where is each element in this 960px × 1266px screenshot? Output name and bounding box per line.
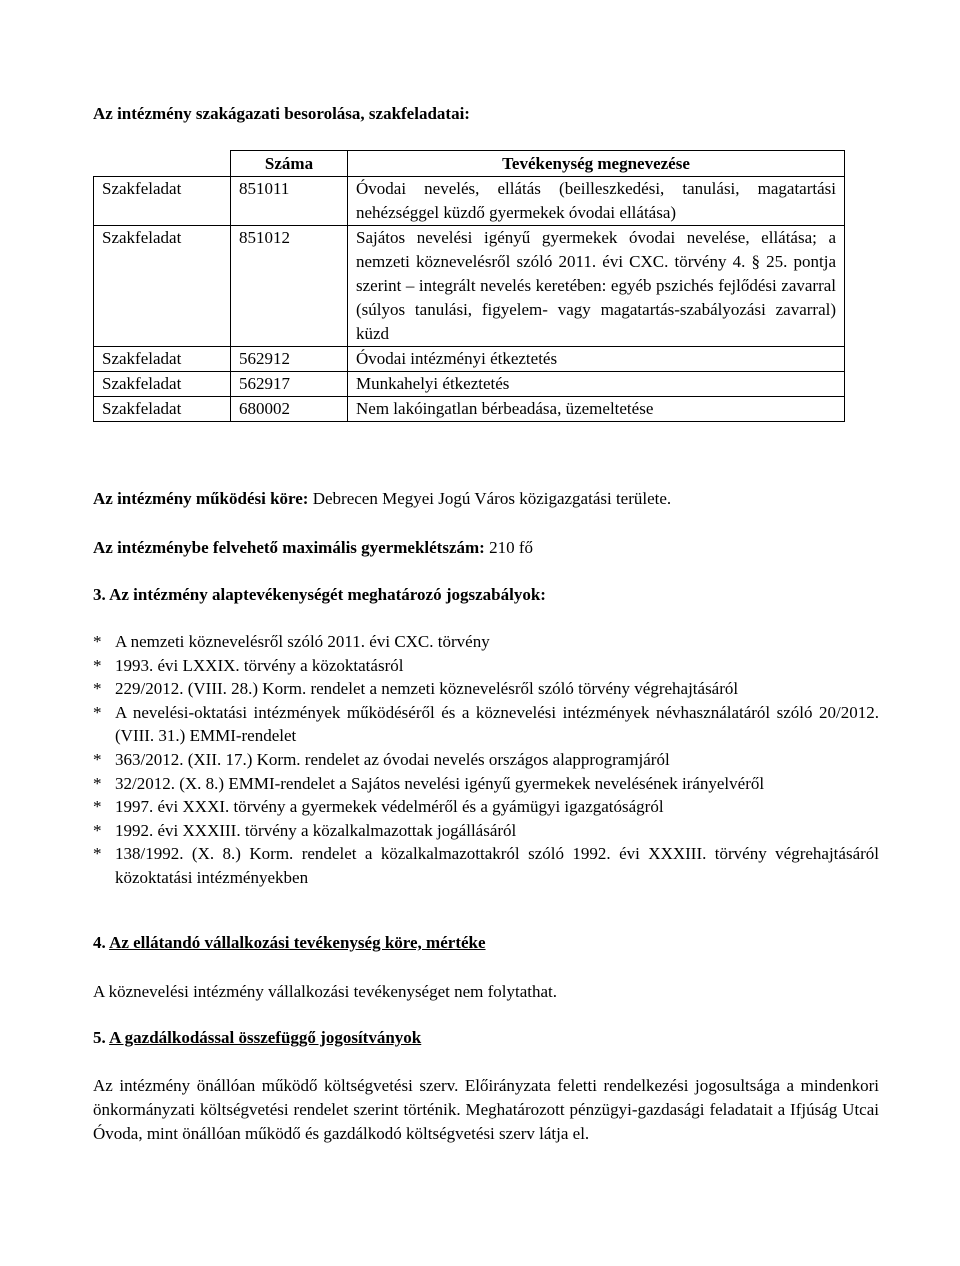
section4-text: A köznevelési intézmény vállalkozási tevékenységet nem folytathat. <box>93 982 558 1001</box>
row-code: 680002 <box>231 397 348 422</box>
list-item: * A nevelési-oktatási intézmények működéséről és a köznevelési intézmények névhasználatáról szóló 20/2012. (VIII. 31.) EMMI-rendelet <box>93 702 879 746</box>
row-code: 851012 <box>231 226 348 347</box>
section4-title: Az ellátandó vállalkozási tevékenység köre, mértéke <box>109 933 486 952</box>
list-item: * 1992. évi XXXIII. törvény a közalkalmazottak jogállásáról <box>93 820 517 840</box>
row-type: Szakfeladat <box>94 347 231 372</box>
operating-area <box>93 489 671 509</box>
activity-table <box>93 150 845 422</box>
section5-heading <box>93 1028 421 1048</box>
section4-heading <box>93 933 486 953</box>
row-desc: Nem lakóingatlan bérbeadása, üzemeltetése <box>348 397 845 422</box>
table-row <box>94 226 845 347</box>
header-activity: Tevékenység megnevezése <box>348 151 845 177</box>
section5-text: Az intézmény önállóan működő költségvetési szerv. Előirányzata feletti rendelkezési jogosultsága a mindenkori önkormányzati költségvetési rendelet szerint történik. Meghatározott pénzügyi-gazdasági feladatait a Ifjúság Utcai Óvoda, mint önállóan működő és gazdálkodó költségvetési szerv látja el. <box>93 1076 879 1143</box>
section-title: Az intézmény szakágazati besorolása, szakfeladatai: <box>93 104 470 123</box>
operating-area-value: Debrecen Megyei Jogú Város közigazgatási területe. <box>308 489 672 508</box>
section4-number: 4. <box>93 933 106 952</box>
row-desc: Sajátos nevelési igényű gyermekek óvodai nevelése, ellátása; a nemzeti köznevelésről szóló 2011. évi CXC. törvény 4. § 25. pontja szerint – integrált nevelés keretében: egyéb pszichés fejlődési zavarral (súlyos tanulási, figyelem- vagy magatartás-szabályozási zavarral) küzd <box>348 226 845 347</box>
list-item: * A nemzeti köznevelésről szóló 2011. évi CXC. törvény <box>93 632 490 651</box>
section5-title: A gazdálkodással összefüggő jogosítványok <box>109 1028 422 1047</box>
row-code: 562917 <box>231 372 348 397</box>
row-type: Szakfeladat <box>94 372 231 397</box>
row-code: 851011 <box>231 177 348 226</box>
row-desc: Munkahelyi étkeztetés <box>348 372 845 397</box>
row-type: Szakfeladat <box>94 177 231 226</box>
row-type: Szakfeladat <box>94 226 231 347</box>
table-row <box>94 372 845 397</box>
section5-number: 5. <box>93 1028 106 1047</box>
list-item: * 138/1992. (X. 8.) Korm. rendelet a közalkalmazottakról szóló 1992. évi XXXIII. törvény végrehajtásáról közoktatási intézményekben <box>93 844 879 887</box>
max-children-label: Az intézménybe felvehető maximális gyermeklétszám: <box>93 538 485 557</box>
list-item: * 1993. évi LXXIX. törvény a közoktatásról <box>93 655 404 675</box>
row-code: 562912 <box>231 347 348 372</box>
row-type: Szakfeladat <box>94 397 231 422</box>
table-row <box>94 347 845 372</box>
table-header-row <box>94 151 845 177</box>
max-children-value: 210 fő <box>484 538 533 557</box>
row-desc: Óvodai intézményi étkeztetés <box>348 347 845 372</box>
list-item: * 363/2012. (XII. 17.) Korm. rendelet az óvodai nevelés országos alapprogramjáról <box>93 749 670 769</box>
section3-title: Az intézmény alaptevékenységét meghatározó jogszabályok: <box>109 585 546 604</box>
list-item: * 1997. évi XXXI. törvény a gyermekek védelméről és a gyámügyi igazgatóságról <box>93 797 664 817</box>
list-item: * 32/2012. (X. 8.) EMMI-rendelet a Sajátos nevelési igényű gyermekek nevelésének irányelvéről <box>93 773 765 793</box>
header-number: Száma <box>231 151 348 177</box>
list-item: * 229/2012. (VIII. 28.) Korm. rendelet a nemzeti köznevelésről szóló törvény végrehajtásáról <box>93 679 739 699</box>
section3-number: 3. <box>93 585 106 604</box>
table-row <box>94 397 845 422</box>
table-row <box>94 177 845 226</box>
row-desc: Óvodai nevelés, ellátás (beilleszkedési, tanulási, magatartási nehézséggel küzdő gyermekek óvodai ellátása) <box>348 177 845 226</box>
laws-list <box>93 630 879 890</box>
section3-heading <box>93 585 546 605</box>
header-blank <box>94 151 231 177</box>
max-children <box>93 538 533 558</box>
operating-area-label: Az intézmény működési köre: <box>93 489 309 508</box>
